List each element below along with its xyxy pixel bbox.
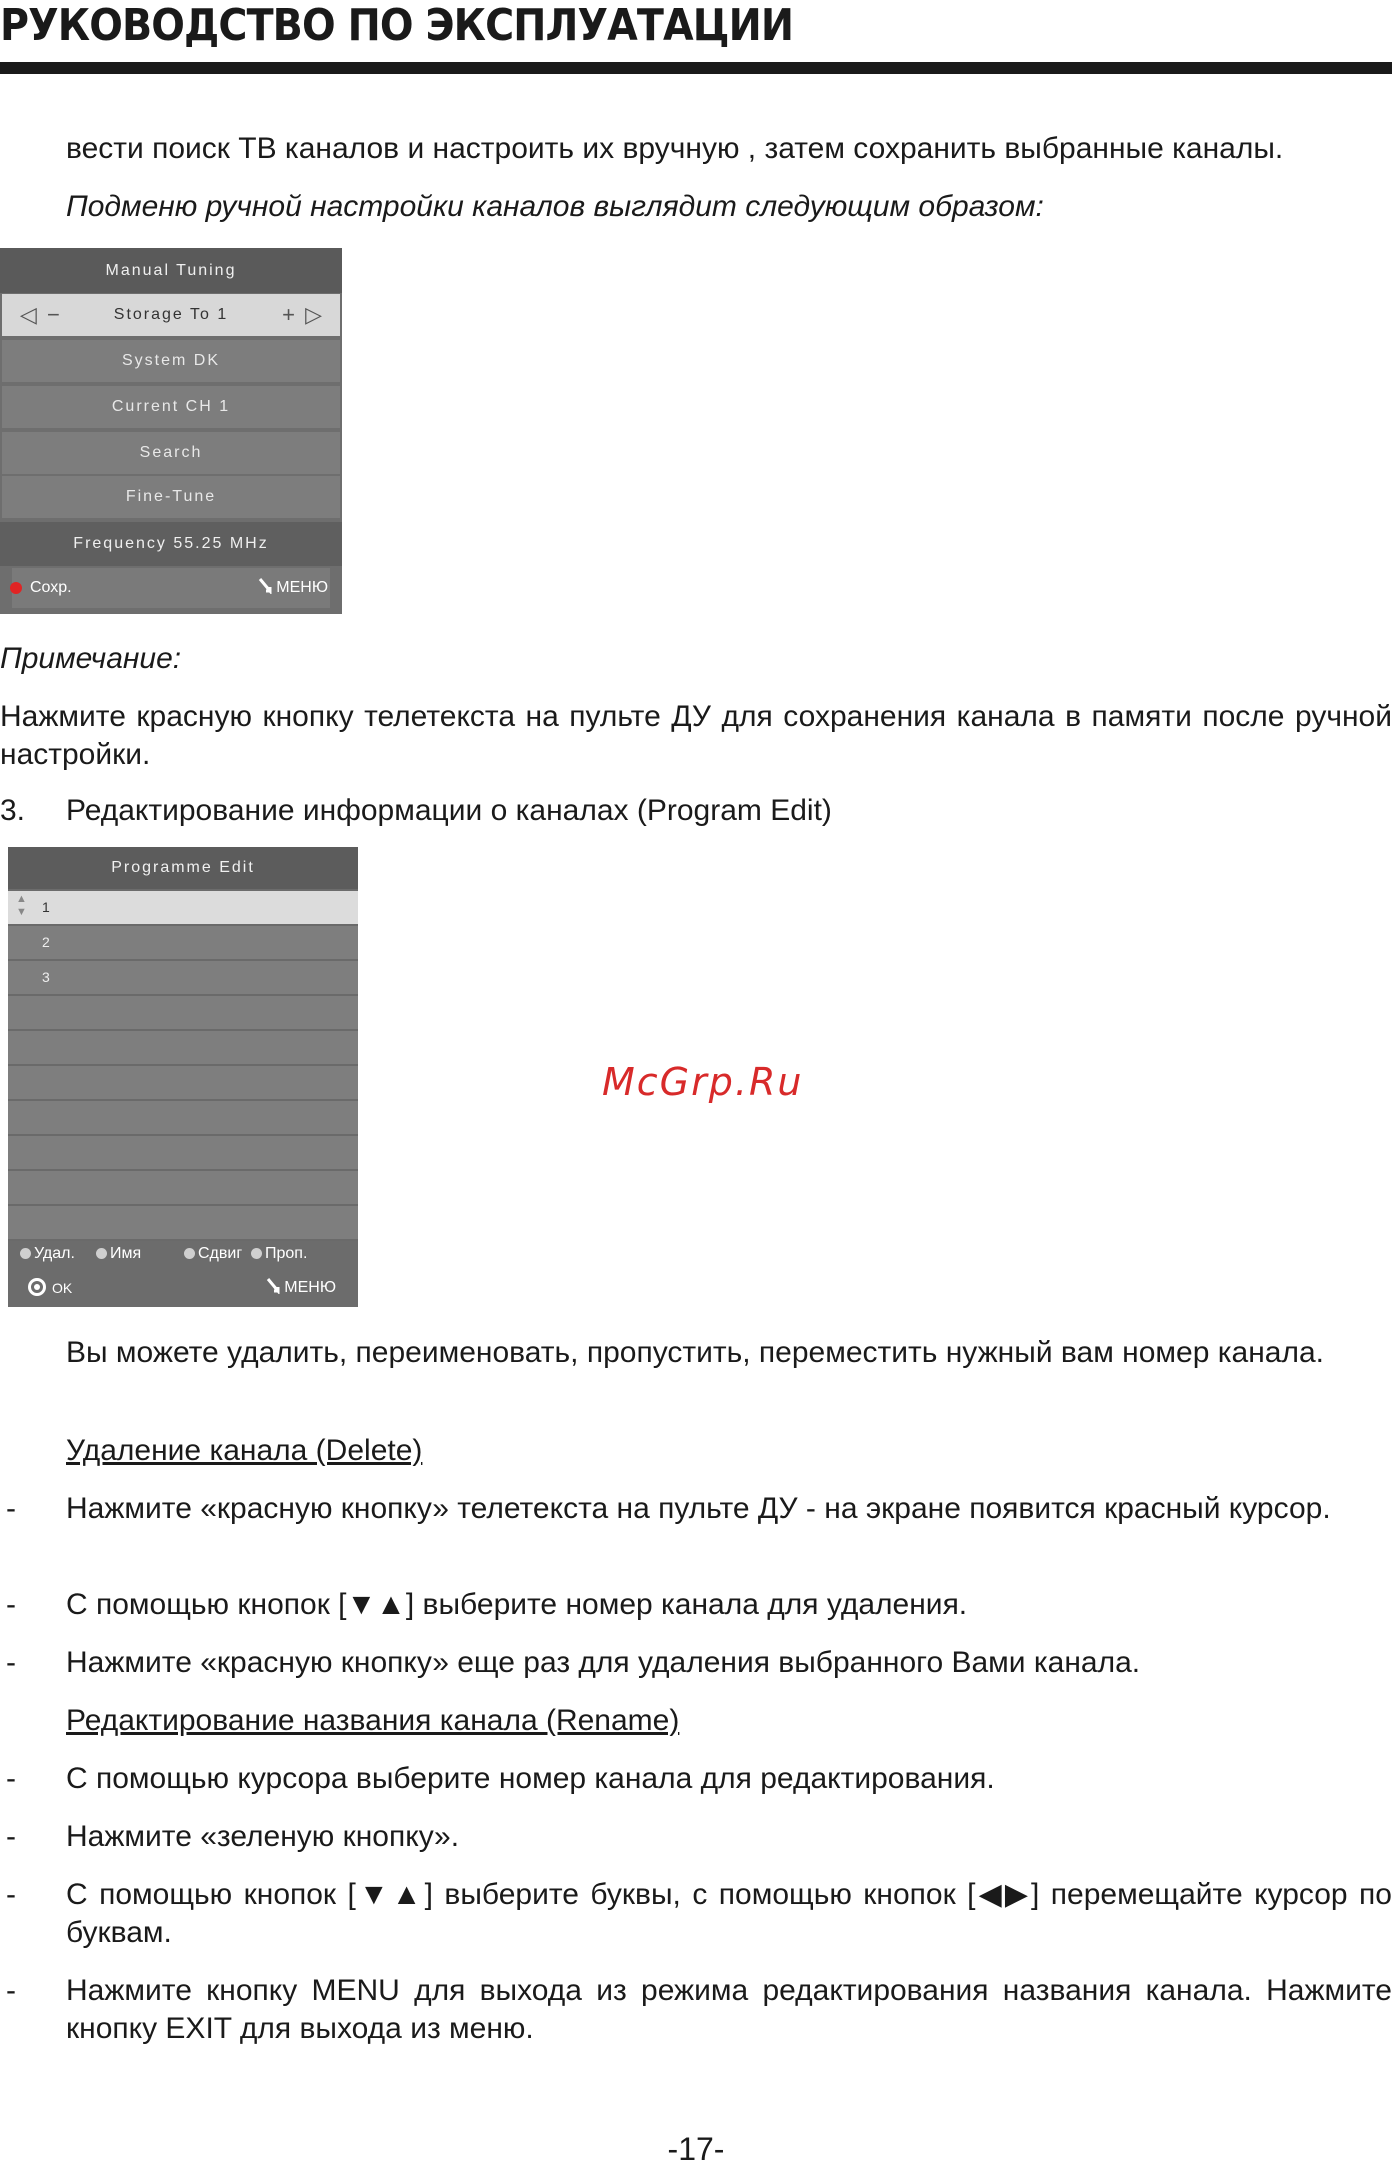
grey-dot-icon (20, 1248, 31, 1259)
programme-row[interactable] (8, 926, 358, 961)
programme-row[interactable] (8, 961, 358, 996)
menu-hint[interactable]: МЕНЮ (266, 1271, 336, 1305)
function-buttons-bar (8, 1237, 358, 1271)
bullet-dash: - (6, 1974, 16, 2007)
bullet-dash: - (6, 1820, 16, 1853)
list-item: С помощью кнопок [▼▲] выберите буквы, с помощью кнопок [◀▶] перемещайте курсор по буквам. (66, 1878, 1392, 1949)
programme-number: 3 (42, 969, 50, 985)
menu-hint-label: МЕНЮ (276, 579, 328, 596)
programme-edit-menu (8, 847, 358, 1307)
section-title: Редактирование информации о каналах (Program Edit) (66, 794, 832, 827)
list-item: Нажмите «красную кнопку» телетекста на пульте ДУ - на экране появится красный курсор. (66, 1492, 1331, 1525)
list-item: Нажмите кнопку MENU для выхода из режима редактирования названия канала. Нажмите кнопку EXIT для выхода из меню. (66, 1974, 1392, 2045)
programme-row[interactable] (8, 1031, 358, 1066)
menu-arrow-icon (266, 1278, 280, 1294)
programme-row[interactable] (8, 1136, 358, 1171)
page-number: -17- (667, 2131, 725, 2167)
header-rule (0, 62, 1392, 74)
menu-title: Manual Tuning (0, 248, 342, 293)
menu-row-storage[interactable] (2, 294, 340, 336)
programme-row[interactable] (8, 1066, 358, 1101)
manual-tuning-menu (0, 248, 342, 614)
rename-heading: Редактирование названия канала (Rename) (66, 1704, 680, 1737)
menu-row-system[interactable]: System DK (2, 340, 340, 382)
watermark: McGrp.Ru (602, 1060, 804, 1104)
delete-button[interactable]: Удал. (20, 1237, 75, 1271)
programme-number: 1 (42, 899, 50, 915)
left-minus-icon[interactable]: ◁ − (20, 302, 62, 327)
programme-row[interactable] (8, 1101, 358, 1136)
list-item: Нажмите «красную кнопку» еще раз для удаления выбранного Вами канала. (66, 1646, 1141, 1679)
programme-row[interactable] (8, 996, 358, 1031)
up-down-arrows-icon: ▲ ▼ (16, 893, 27, 918)
note-heading: Примечание: (0, 642, 182, 675)
menu-footer (8, 1271, 358, 1307)
menu-row-current-ch[interactable]: Current CH 1 (2, 386, 340, 428)
grey-dot-icon (251, 1248, 262, 1259)
rename-button[interactable]: Имя (96, 1237, 141, 1271)
move-button[interactable]: Сдвиг (184, 1237, 242, 1271)
section-number: 3. (0, 794, 26, 827)
body-paragraph: Вы можете удалить, переименовать, пропустить, переместить нужный вам номер канала. (66, 1336, 1324, 1369)
programme-number: 2 (42, 934, 50, 950)
list-item: С помощью кнопок [▼▲] выберите номер канала для удаления. (66, 1588, 968, 1621)
menu-hint[interactable] (258, 568, 328, 608)
programme-row[interactable] (8, 1206, 358, 1241)
intro-line-1: вести поиск ТВ каналов и настроить их вручную , затем сохранить выбранные каналы. (66, 132, 1284, 165)
bullet-dash: - (6, 1646, 16, 1679)
ok-icon (28, 1278, 46, 1296)
ok-hint[interactable]: OK (28, 1271, 72, 1305)
skip-button[interactable]: Проп. (251, 1237, 307, 1271)
menu-arrow-icon (258, 578, 272, 594)
red-button-icon (10, 582, 22, 594)
bullet-dash: - (6, 1878, 16, 1911)
menu-row-search[interactable]: Search (2, 432, 340, 474)
programme-row[interactable] (8, 891, 358, 926)
grey-dot-icon (184, 1248, 195, 1259)
list-item: С помощью курсора выберите номер канала для редактирования. (66, 1762, 995, 1795)
note-text: Нажмите красную кнопку телетекста на пульте ДУ для сохранения канала в памяти после ручной настройки. (0, 700, 1392, 771)
bullet-dash: - (6, 1762, 16, 1795)
bullet-dash: - (6, 1588, 16, 1621)
page-header-title: РУКОВОДСТВО ПО ЭКСПЛУАТАЦИИ (0, 0, 794, 51)
save-hint[interactable]: Сохр. (30, 579, 72, 596)
menu-row-fine-tune[interactable]: Fine-Tune (2, 476, 340, 518)
programme-row[interactable] (8, 1171, 358, 1206)
intro-line-2: Подменю ручной настройки каналов выглядит следующим образом: (66, 190, 1044, 223)
menu-footer (12, 568, 330, 608)
bullet-dash: - (6, 1492, 16, 1525)
menu-title: Programme Edit (8, 847, 358, 889)
grey-dot-icon (96, 1248, 107, 1259)
menu-row-label: Storage To 1 (113, 306, 229, 323)
delete-heading: Удаление канала (Delete) (66, 1434, 423, 1467)
list-item: Нажмите «зеленую кнопку». (66, 1820, 460, 1853)
frequency-readout: Frequency 55.25 MHz (0, 522, 342, 566)
plus-right-icon[interactable]: + ▷ (282, 302, 324, 327)
